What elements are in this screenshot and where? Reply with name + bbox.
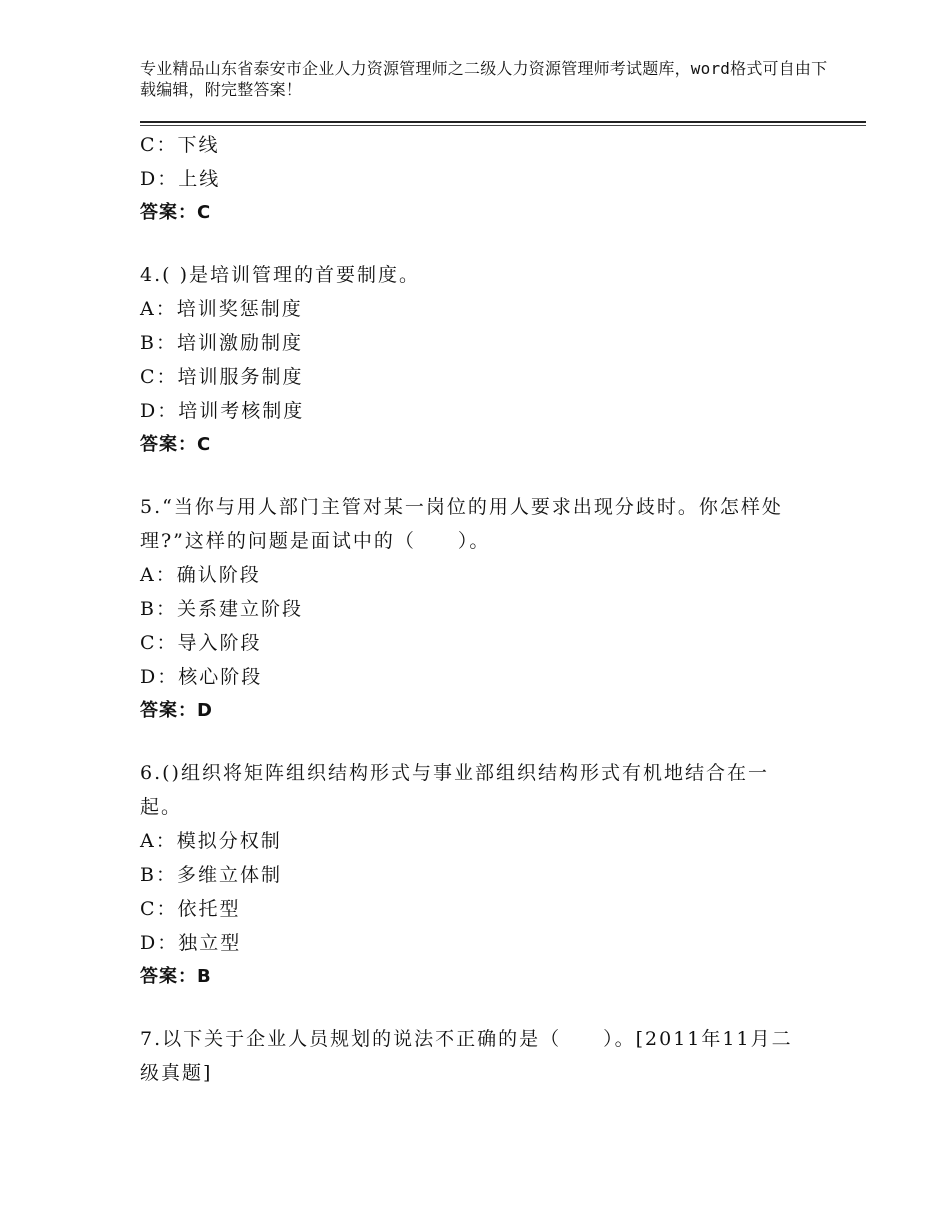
option-a: A：培训奖惩制度 <box>140 298 303 320</box>
answer: 答案：C <box>140 434 212 455</box>
option-a: A：确认阶段 <box>140 564 261 586</box>
option-d: D：独立型 <box>140 932 242 954</box>
question-5 <box>140 490 800 728</box>
header-rule-thick <box>140 121 866 123</box>
question-text: 4.( )是培训管理的首要制度。 <box>140 264 420 286</box>
option-c: C：导入阶段 <box>140 632 262 654</box>
question-6 <box>140 756 800 994</box>
question-7 <box>140 1022 800 1090</box>
document-header <box>140 58 830 100</box>
answer: 答案：C <box>140 202 212 223</box>
option-c: C：培训服务制度 <box>140 366 304 388</box>
header-rule-thin <box>140 125 866 126</box>
question-4 <box>140 258 800 462</box>
option-c: C：下线 <box>140 134 220 156</box>
answer: 答案：B <box>140 966 212 987</box>
option-d: D：上线 <box>140 168 221 190</box>
question-3-fragment <box>140 128 800 230</box>
option-b: B：培训激励制度 <box>140 332 303 354</box>
option-d: D：核心阶段 <box>140 666 263 688</box>
question-list <box>140 128 800 1090</box>
question-text: 6.()组织将矩阵组织结构形式与事业部组织结构形式有机地结合在一起。 <box>140 762 769 818</box>
option-b: B：关系建立阶段 <box>140 598 303 620</box>
header-title: 专业精品山东省泰安市企业人力资源管理师之二级人力资源管理师考试题库，word格式可自由下载编辑，附完整答案！ <box>140 59 828 99</box>
option-a: A：模拟分权制 <box>140 830 282 852</box>
question-text: 5.“当你与用人部门主管对某一岗位的用人要求出现分歧时。你怎样处理?”这样的问题是面试中的（ ）。 <box>140 496 783 552</box>
question-text: 7.以下关于企业人员规划的说法不正确的是（ ）。[2011年11月二级真题] <box>140 1028 793 1084</box>
option-c: C：依托型 <box>140 898 241 920</box>
answer: 答案：D <box>140 700 213 721</box>
option-b: B：多维立体制 <box>140 864 282 886</box>
option-d: D：培训考核制度 <box>140 400 305 422</box>
